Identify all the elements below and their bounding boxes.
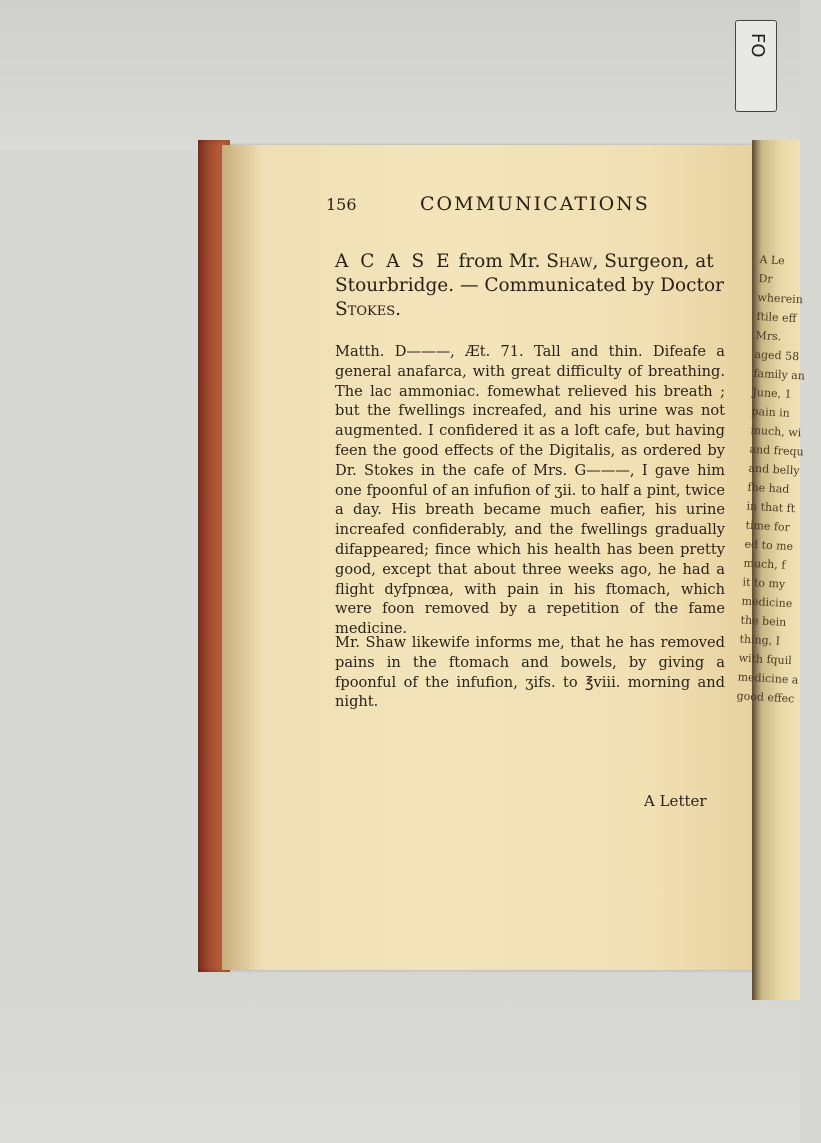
facing-line: family an — [753, 366, 806, 383]
facing-line: medicine a — [737, 670, 799, 687]
facing-line: aged 58 — [754, 347, 800, 364]
tab-label: FO — [747, 33, 768, 58]
facing-line: Dr — [758, 271, 773, 286]
facing-line: wherein — [757, 290, 804, 307]
facing-line: pain in — [751, 404, 791, 420]
page-number: 156 — [326, 195, 357, 214]
paragraph-text: Matth. D———, Æt. 71. Tall and thin. Difeafe a general anafarca, with great difficulty of breathing. The lac ammoniac. fomewhat relieved his breath ; but the fwellings increafed, and his urine was not augmented. I confidered it as a loft cafe, but having feen the good effects of the Digitalis, as ordered by Dr. Stokes in the cafe of Mrs. G———, I gave him one fpoonful of an infufion of ʒii. to half a pint, twice a day. His breath became much eafier, his urine increafed confiderably, and the fwellings gradually difappeared; fince which his health has been pretty good, except that about three weeks ago, he had a flight dyfpnœa, with pain in his ftomach, which were foon removed by a repetition of the fame medicine. — [335, 343, 725, 638]
gutter-shadow — [222, 145, 262, 970]
heading-end: . — [395, 299, 402, 320]
paragraph-2 — [335, 633, 725, 712]
paragraph-text: Mr. Shaw likewife informs me, that he has removed pains in the ftomach and bowels, by giving a fpoonful of the infufion, ʒifs. to ℥viii. morning and night. — [335, 634, 725, 711]
facing-line: and belly — [748, 461, 800, 478]
facing-line: ftile eff — [756, 309, 797, 325]
facing-page-edge — [736, 140, 806, 1000]
case-heading — [335, 250, 735, 322]
book-page — [222, 145, 752, 970]
heading-rest: , Surgeon, at Stourbridge. — Communicated by Doctor — [335, 251, 724, 296]
facing-line: A Le — [759, 252, 786, 268]
facing-line: thing, I — [739, 632, 781, 648]
catchword: A Letter — [644, 792, 707, 810]
heading-doctor: Stokes — [335, 299, 396, 320]
running-head: COMMUNICATIONS — [420, 193, 650, 215]
heading-name: Shaw — [546, 251, 593, 272]
facing-line: ed to me — [744, 537, 794, 554]
facing-line: much, f — [743, 556, 786, 572]
facing-line: Mrs. — [755, 328, 782, 344]
facing-line: time for — [745, 518, 791, 534]
facing-line: medicine — [741, 594, 793, 611]
facing-line: much, wi — [750, 423, 802, 440]
facing-line: good effec — [736, 689, 795, 706]
paragraph-1 — [335, 342, 725, 639]
page-header — [222, 195, 752, 225]
facing-line: with fquil — [738, 651, 793, 668]
heading-middle: from Mr. — [452, 251, 547, 272]
background-bottom — [0, 970, 800, 1143]
facing-line: fhe had — [747, 480, 790, 496]
page-tab — [735, 20, 777, 112]
heading-prefix: A C A S E — [335, 251, 453, 272]
facing-line: June, 1 — [752, 385, 792, 401]
facing-line: the bein — [740, 613, 787, 629]
facing-line: in that ft — [746, 499, 796, 516]
background-top — [0, 0, 800, 150]
facing-line: it to my — [742, 575, 786, 591]
facing-line: and frequ — [749, 442, 804, 459]
